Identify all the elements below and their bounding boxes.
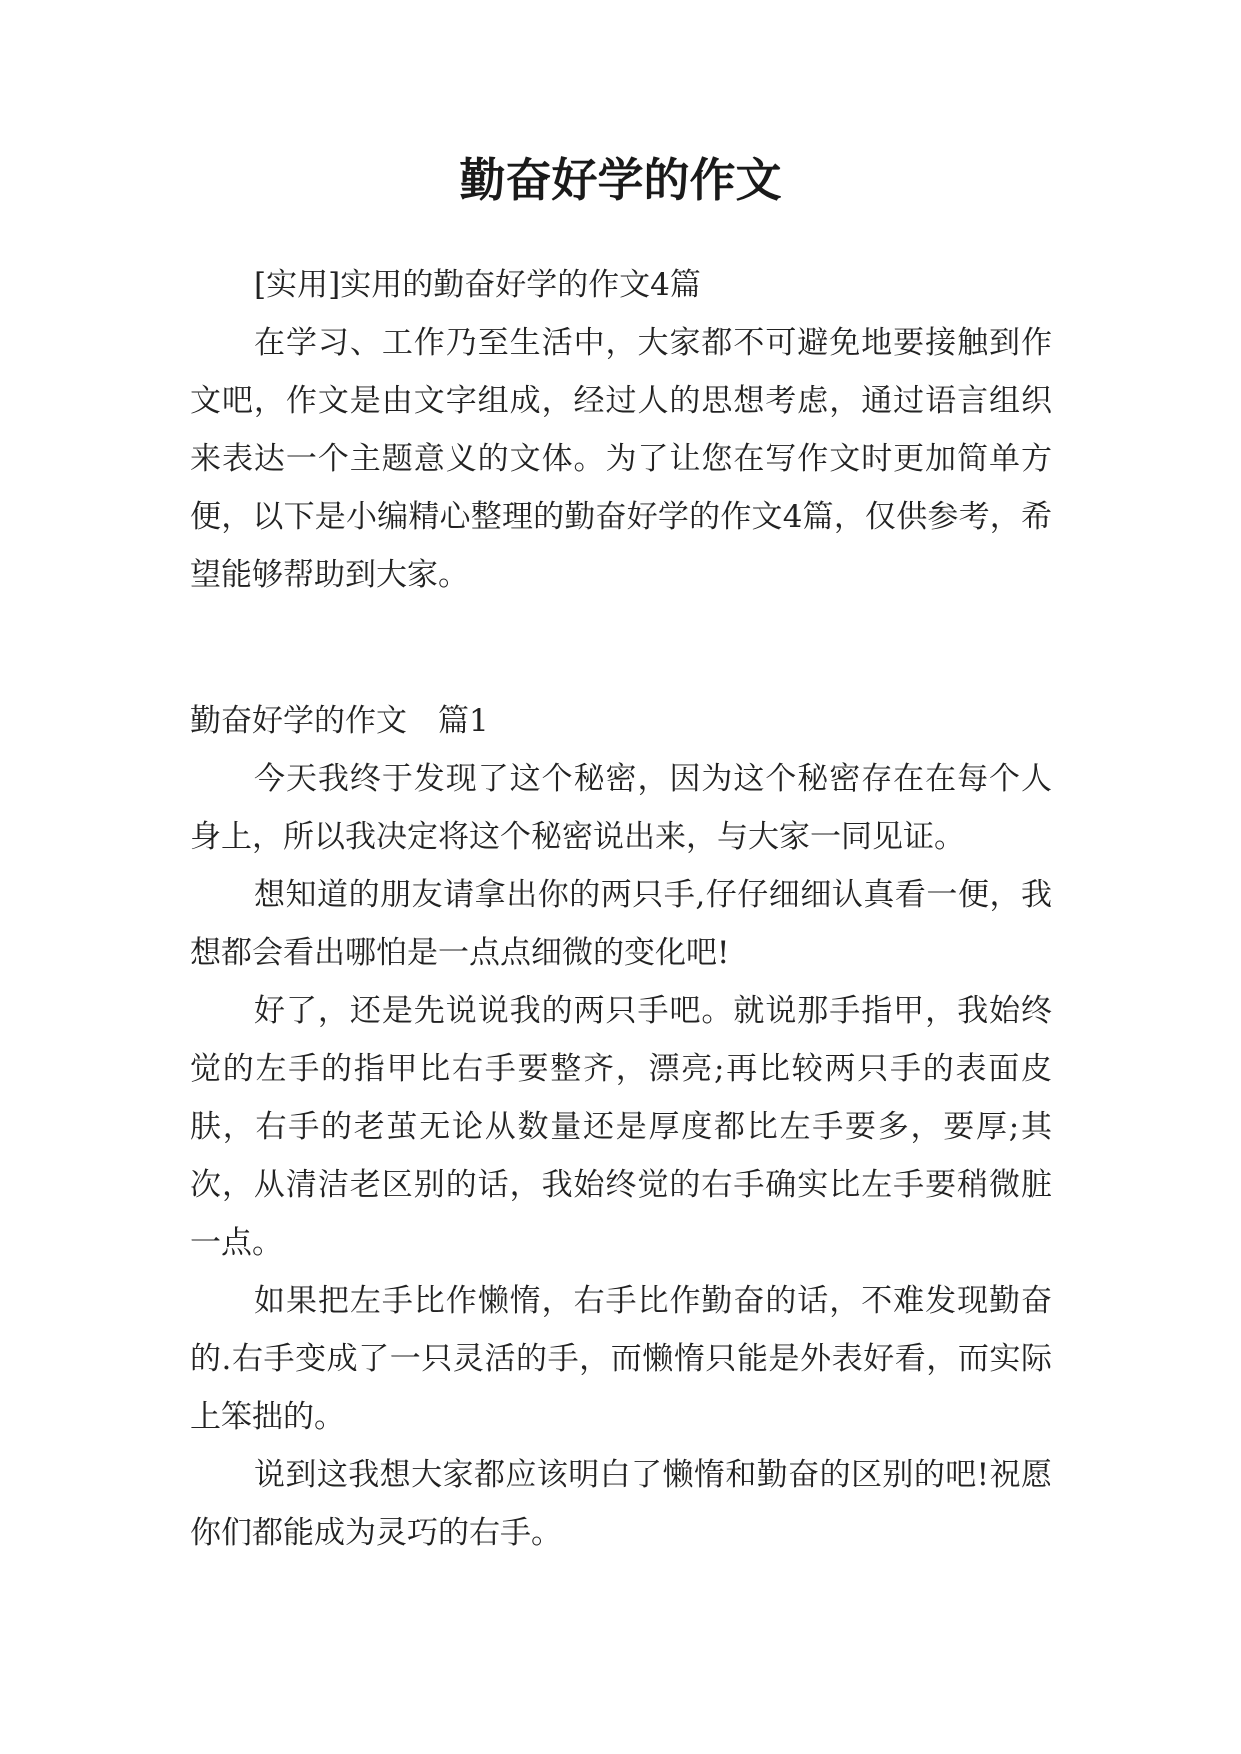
document-title: 勤奋好学的作文 [459,153,782,207]
section-paragraph: 说到这我想大家都应该明白了懒惰和勤奋的区别的吧!祝愿你们都能成为灵巧的右手。 [190,1457,1052,1551]
section-paragraph: 今天我终于发现了这个秘密，因为这个秘密存在在每个人身上，所以我决定将这个秘密说出来，与大家一同见证。 [190,761,1052,855]
section-heading: 勤奋好学的作文 篇1 [190,703,489,739]
section-paragraph: 想知道的朋友请拿出你的两只手,仔仔细细认真看一便，我想都会看出哪怕是一点点细微的变化吧! [190,877,1052,971]
section-1 [190,692,1052,1562]
intro-paragraph: 在学习、工作乃至生活中，大家都不可避免地要接触到作文吧，作文是由文字组成，经过人的思想考虑，通过语言组织来表达一个主题意义的文体。为了让您在写作文时更加简单方便，以下是小编精心整理的勤奋好学的作文4篇，仅供参考，希望能够帮助到大家。 [190,325,1052,593]
intro-block [190,256,1052,604]
section-paragraph: 好了，还是先说说我的两只手吧。就说那手指甲，我始终觉的左手的指甲比右手要整齐，漂亮;再比较两只手的表面皮肤，右手的老茧无论从数量还是厚度都比左手要多，要厚;其次，从清洁老区别的话，我始终觉的右手确实比左手要稍微脏一点。 [190,993,1052,1261]
section-paragraph: 如果把左手比作懒惰，右手比作勤奋的话，不难发现勤奋的.右手变成了一只灵活的手，而懒惰只能是外表好看，而实际上笨拙的。 [190,1283,1052,1435]
subtitle-line: [实用]实用的勤奋好学的作文4篇 [254,267,701,303]
